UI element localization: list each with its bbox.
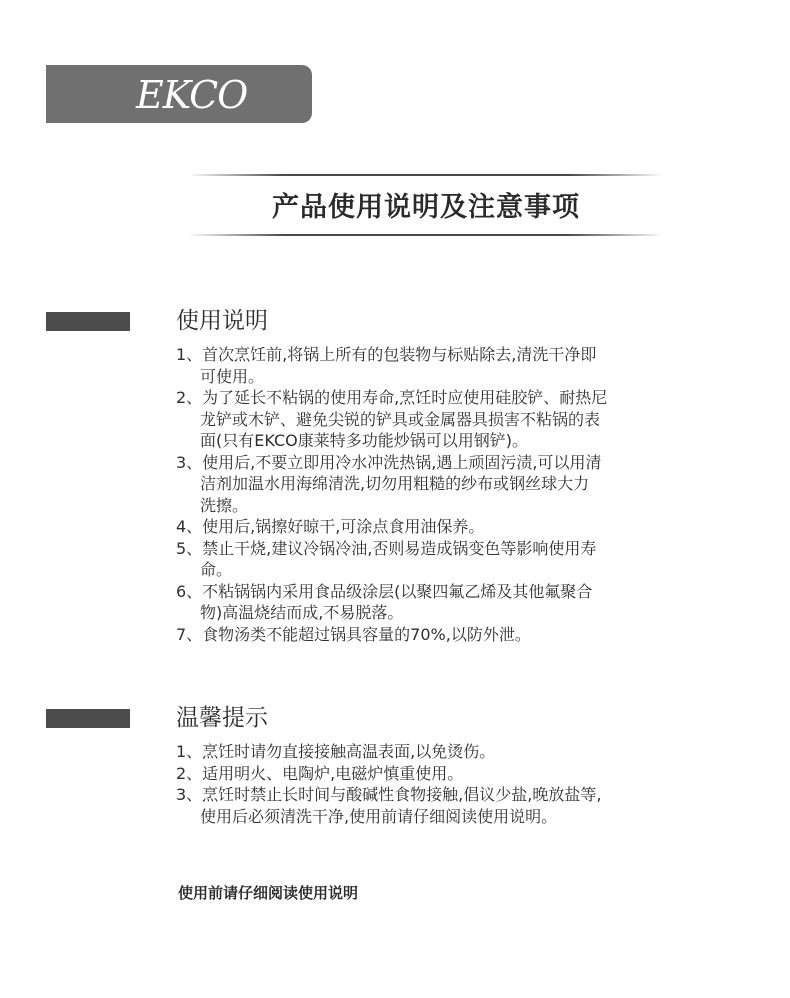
tips-heading: 温馨提示 <box>176 705 268 731</box>
usage-item-line: 1、首次烹饪前,将锅上所有的包装物与标贴除去,清洗干净即 <box>176 345 597 364</box>
tips-list <box>176 741 716 827</box>
usage-item-line: 3、使用后,不要立即用冷水冲洗热锅,遇上顽固污渍,可以用清 <box>176 452 602 472</box>
usage-item <box>176 387 716 452</box>
usage-item <box>176 538 716 581</box>
usage-item-line: 6、不粘锅锅内采用食品级涂层(以聚四氟乙烯及其他氟聚合 <box>176 581 593 601</box>
usage-item-line: 洁剂加温水用海绵清洗,切勿用粗糙的纱布或钢丝球大力 <box>200 474 590 493</box>
tips-item <box>176 741 716 763</box>
usage-item-line: 7、食物汤类不能超过锅具容量的70%,以防外泄。 <box>176 624 531 644</box>
usage-item-line: 5、禁止干烧,建议冷锅冷油,否则易造成锅变色等影响使用寿 <box>176 538 597 558</box>
tips-item-line: 1、烹饪时请勿直接接触高温表面,以免烫伤。 <box>176 742 496 761</box>
usage-item-line: 面(只有EKCO康莱特多功能炒锅可以用钢铲)。 <box>200 431 528 450</box>
page-title: 产品使用说明及注意事项 <box>272 192 580 223</box>
brand-logo: EKCO <box>136 73 248 117</box>
usage-item-line: 洗擦。 <box>200 495 249 515</box>
tips-item <box>176 784 716 827</box>
footer-note: 使用前请仔细阅读使用说明 <box>178 884 359 902</box>
usage-item <box>176 344 716 387</box>
usage-item-line: 物)高温烧结而成,不易脱落。 <box>200 603 404 622</box>
tips-item-line: 2、适用明火、电陶炉,电磁炉慎重使用。 <box>176 763 464 783</box>
usage-item <box>176 624 716 646</box>
usage-item <box>176 516 716 538</box>
usage-list <box>176 344 716 645</box>
usage-item-line: 4、使用后,锅擦好晾干,可涂点食用油保养。 <box>176 517 485 536</box>
usage-item-line: 2、为了延长不粘锅的使用寿命,烹饪时应使用硅胶铲、耐热尼 <box>176 388 608 407</box>
usage-item-line: 龙铲或木铲、避免尖锐的铲具或金属器具损害不粘锅的表 <box>200 409 601 429</box>
usage-section-bar <box>46 312 130 331</box>
tips-item-line: 3、烹饪时禁止长时间与酸碱性食物接触,倡议少盐,晚放盐等, <box>176 785 602 804</box>
tips-section-bar <box>46 709 130 728</box>
title-rule-top <box>188 174 664 176</box>
usage-item-line: 命。 <box>200 560 233 579</box>
tips-item-line: 使用后必须清洗干净,使用前请仔细阅读使用说明。 <box>200 806 558 826</box>
title-rule-bottom <box>188 234 664 236</box>
usage-item <box>176 581 716 624</box>
usage-heading: 使用说明 <box>176 308 268 334</box>
usage-item <box>176 452 716 517</box>
usage-item-line: 可使用。 <box>200 366 265 386</box>
tips-item <box>176 763 716 785</box>
